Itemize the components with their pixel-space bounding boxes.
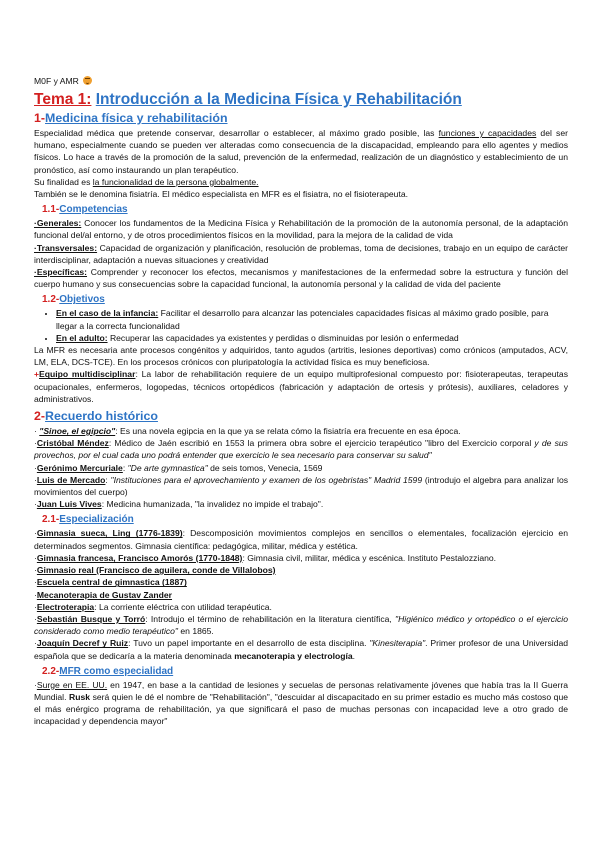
smiling-face-icon xyxy=(83,76,92,85)
document-page xyxy=(34,76,568,728)
mfr-especialidad-paragraph: ·Surge en EE. UU. en 1947, en base a la cantidad de lesiones y secuelas de personas relativamente jóvenes que había tras la II Guerra Mundial. Rusk será quien le dé el nombre de "Rehabilitación", "descuidar al discapacitado en su primer estadio es mucho más costoso que el más enérgico programa de rehabilitación, ya que significará el paso de muchas personas con incapacidad leve a otro grado de incapacidad y dependencia mayor" xyxy=(34,679,568,727)
s1-paragraph-3: También se le denomina fisiatría. El médico especialista en MFR es el fisiatra, no el fisioterapeuta. xyxy=(34,189,409,200)
especializacion-item: ·Mecanoterapia de Gustav Zander xyxy=(34,589,173,600)
especializacion-item: ·Gimnasio real (Francisco de aguilera, conde de Villalobos) xyxy=(34,565,276,576)
section-1-heading xyxy=(34,110,568,126)
history-item: ·Cristóbal Méndez: Médico de Jaén escribió en 1553 la primera obra sobre el ejercicio terapéutico "libro del Exercicio corporal y de sus provechos, por el cual cada uno podrá entender que exercicio le sea necesario para conservar su salud" xyxy=(34,438,568,461)
section-1-1-heading: 1.1-Competencias xyxy=(42,204,128,216)
especializacion-item: ·Sebastián Busque y Torró: Introdujo el término de rehabilitación en la literatura científica, "Higiénico médico y ortopédico o el ejercicio considerado como medio terapéutico" en 1865. xyxy=(34,613,568,637)
section-1-2-heading: 1.2-Objetivos xyxy=(42,294,105,306)
page-title xyxy=(34,90,568,109)
section-2-1-heading: 2.1-Especialización xyxy=(42,514,134,526)
mfr-necesaria-paragraph: La MFR es necesaria ante procesos congénitos y adquiridos, tanto agudos (artritis, lesiones deportivas) como crónicos (amputados, ACV, LM, ELA, DCS-TCE). En los procesos crónicos con pluripatología la actividad física es muy beneficiosa. xyxy=(34,345,568,368)
section-2-heading: 2-Recuerdo histórico xyxy=(34,409,158,424)
section-number: 1- xyxy=(34,111,46,125)
competencias-generales: ·Generales: Conocer los fundamentos de la Medicina Física y Rehabilitación de la promoción de la autonomía personal, de la adaptación funcional del/al entorno, y de otros procedimientos físicos en la movilidad, para la mejora de la calidad de vida xyxy=(34,218,568,241)
history-item: ·Gerónimo Mercuriale: "De arte gymnastica" de seis tomos, Venecia, 1569 xyxy=(34,462,323,473)
section-2-2-heading: 2.2-MFR como especialidad xyxy=(42,665,174,677)
objetivos-list xyxy=(34,307,568,344)
s1-paragraph-2: Su finalidad es la funcionalidad de la persona globalmente. xyxy=(34,176,259,187)
history-item: · "Sinoe, el egipcio": Es una novela egipcia en la que ya se relata cómo la fisiatría era frecuente en esa época. xyxy=(34,426,461,437)
header-label: M0F y AMR xyxy=(34,76,79,86)
history-item: ·Luis de Mercado: "Instituciones para el aprovechamiento y examen de los ogebristas" Madrid 1599 (introdujo el algebra para analizar los movimientos del cuerpo) xyxy=(34,474,569,498)
competencias-especificas: ·Específicas: Comprender y reconocer los efectos, mecanismos y manifestaciones de la enfermedad sobre la estructura y función del cuerpo humano y sus consecuencias sobre la capacidad funcional, la autonomía personal y la calidad de vida del paciente xyxy=(34,267,568,290)
competencias-transversales: ·Transversales: Capacidad de organización y planificación, resolución de problemas, toma de decisiones, trabajo en un equipo de carácter interdisciplinar, adaptación a nuevas situaciones y creatividad xyxy=(34,242,568,265)
history-item: ·Juan Luis Vives: Medicina humanizada, "la invalidez no impide el trabajo". xyxy=(34,499,324,510)
title-text: Introducción a la Medicina Física y Rehabilitación xyxy=(95,91,462,108)
list-item: • En el adulto: Recuperar las capacidades ya existentes y perdidas o disminuidas por lesión o enfermedad xyxy=(56,332,568,344)
title-tema: Tema 1: xyxy=(34,91,92,108)
especializacion-item: ·Joaquín Decref y Ruiz: Tuvo un papel importante en el desarrollo de esta disciplina. "Kinesiterapia". Primer profesor de una Universidad española que se dedicaría a la materia denominada mecanoterapia y electrología. xyxy=(34,638,568,661)
especializacion-item: ·Electroterapia: La corriente eléctrica con utilidad terapéutica. xyxy=(34,601,272,612)
document-header xyxy=(34,76,568,86)
especializacion-item: ·Gimnasia francesa, Francisco Amorós (1770-1848): Gimnasia civil, militar, médica y escénica. Instituto Pestalozziano. xyxy=(34,552,497,563)
especializacion-item: ·Gimnasia sueca, Ling (1776-1839): Descomposición movimientos complejos en sencillos o elementales, focalización ejercicio en determinados segmentos. Gimnasia científica: pedagógica, militar, médica y estética. xyxy=(34,528,568,551)
section-title: Medicina física y rehabilitación xyxy=(45,111,228,125)
list-item: • En el caso de la infancia: Facilitar el desarrollo para alcanzar las potenciales capacidades físicas al máximo grado posible, para llegar a la correcta funcionalidad xyxy=(56,307,568,331)
s1-paragraph-1: Especialidad médica que pretende conservar, desarrollar o establecer, al máximo grado posible, las funciones y capacidades del ser humano, especialmente cuando se pueden ver alteradas como consecuencia de la discapacidad, empleando para ello agentes y medios físicos. Lo hace a través de la promoción de la salud, prevención de la enfermedad, realización de un diagnóstico y establecimiento de un pronóstico, así como instaurando un plan terapéutico. xyxy=(34,128,568,175)
especializacion-item: ·Escuela central de gimnastica (1887) xyxy=(34,577,187,588)
equipo-multidisciplinar: +Equipo multidisciplinar: La labor de rehabilitación requiere de un equipo multiprofesional compuesto por: fisioterapeutas, terapeutas ocupacionales, enfermeros, logopedas, técnicos ortopédicos (fabricación y adaptación de ortesis y prótesis), auxiliares, celadores y administrativos. xyxy=(34,369,569,404)
